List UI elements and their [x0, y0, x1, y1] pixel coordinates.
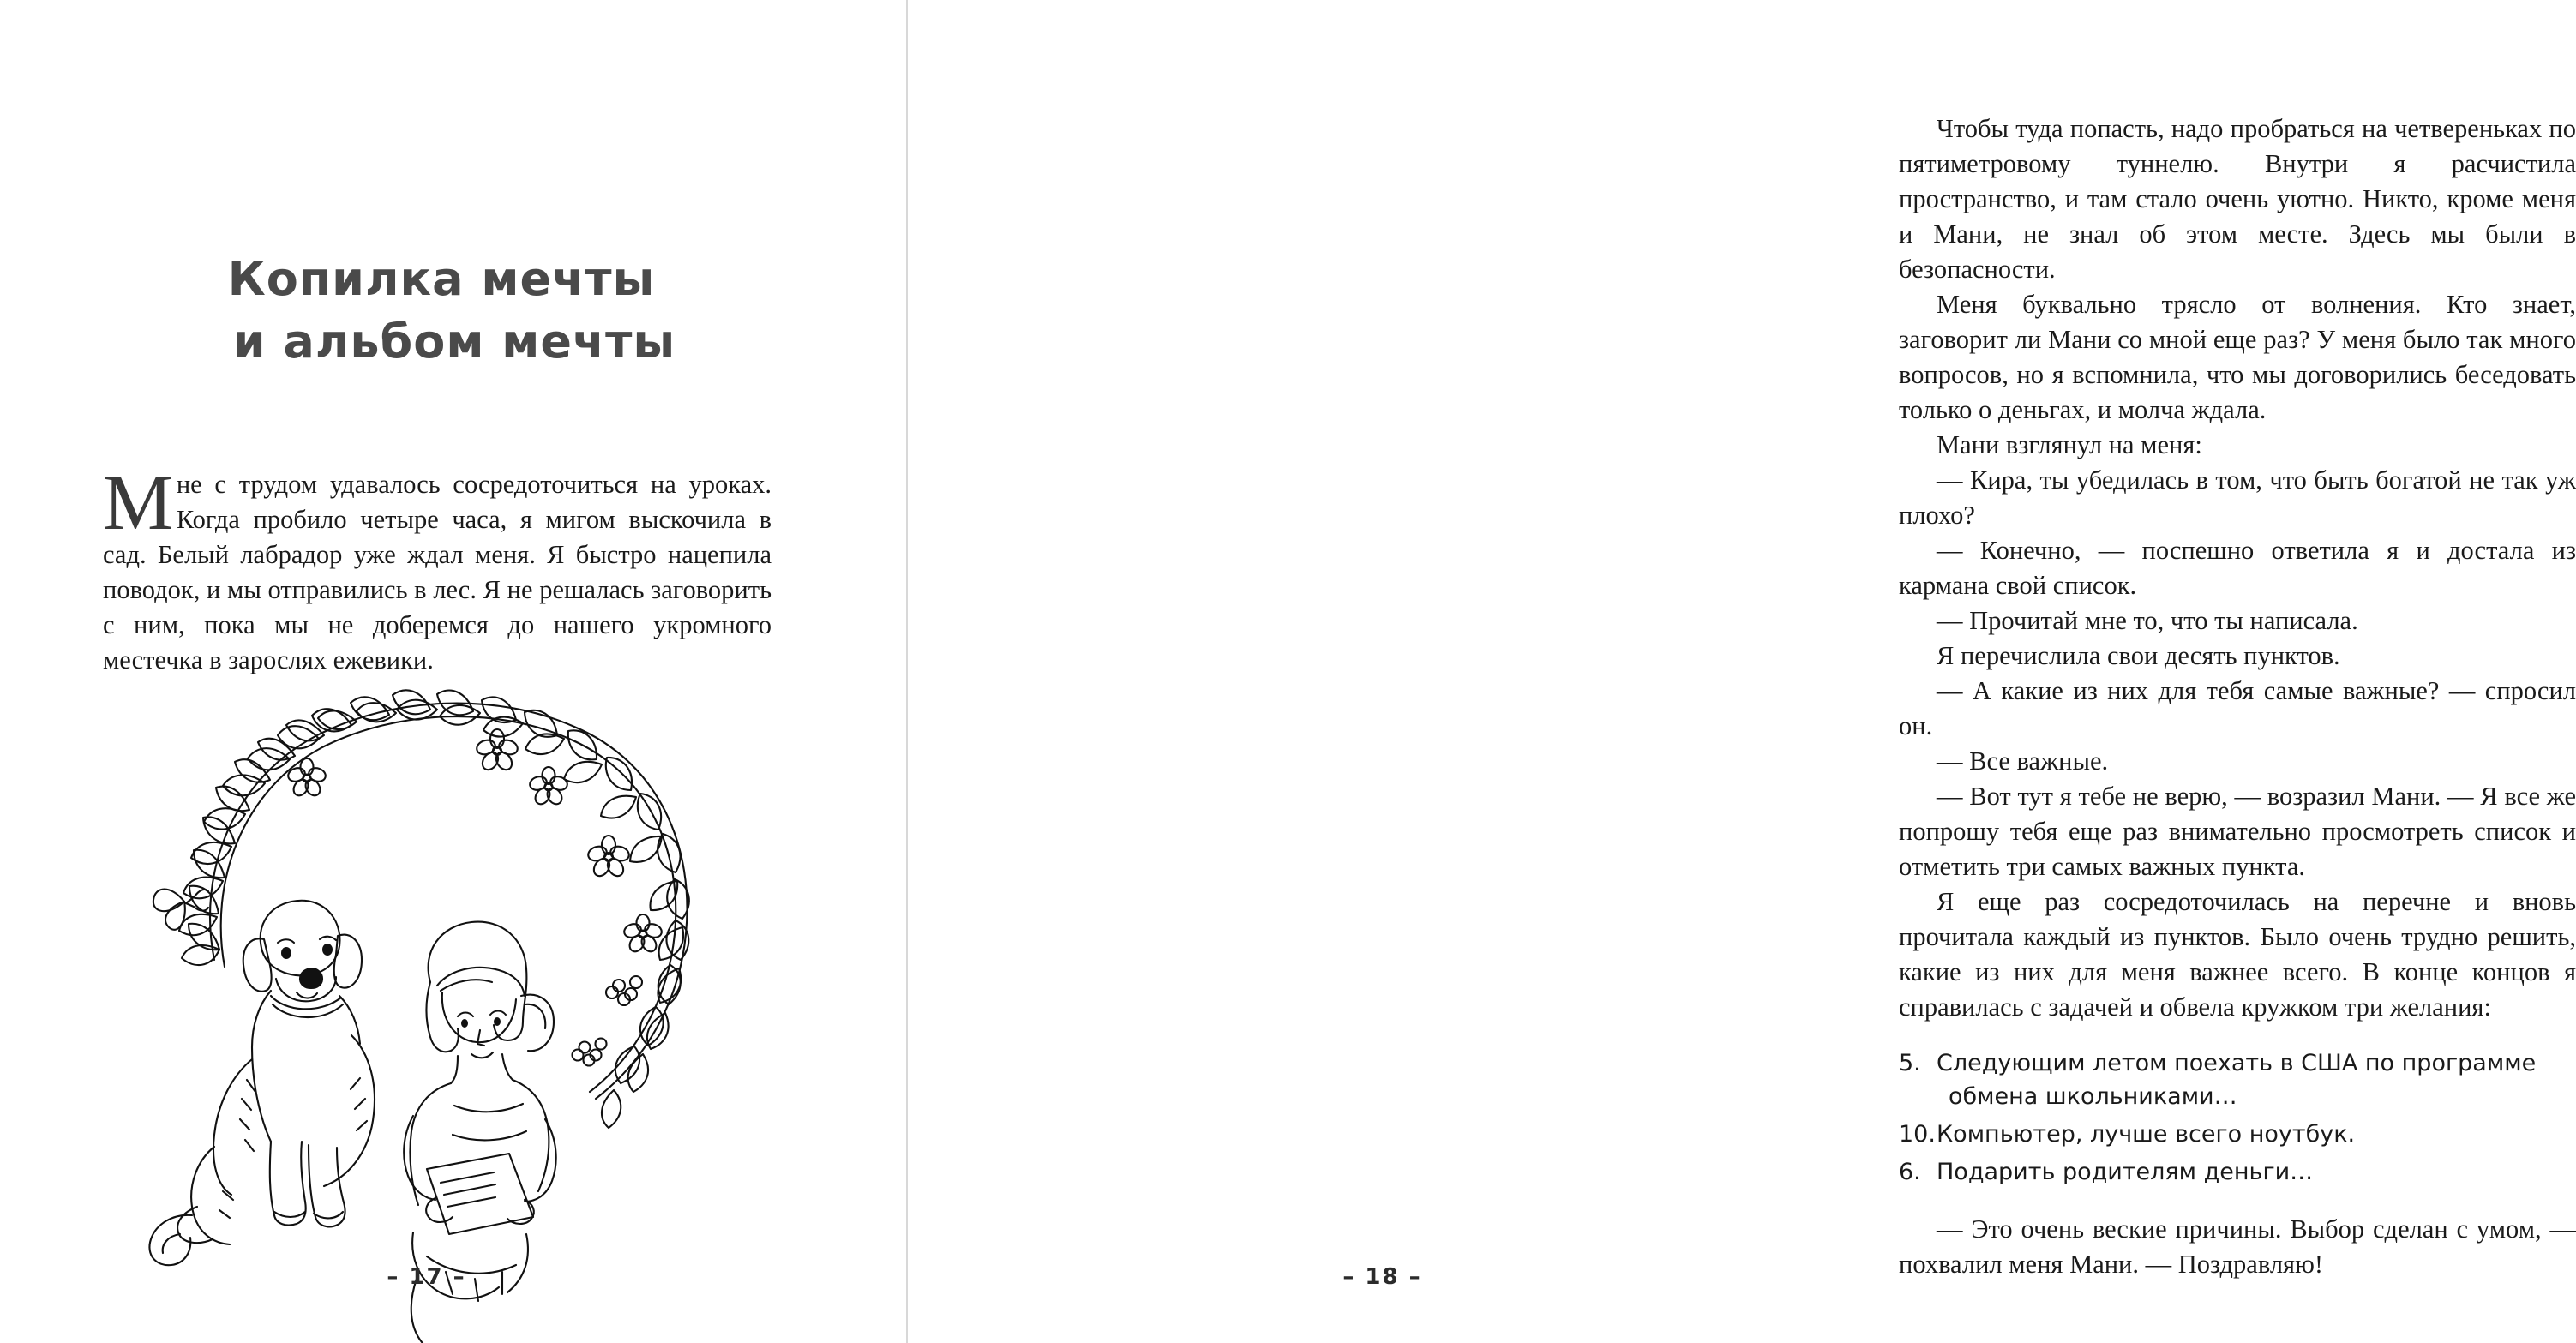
chapter-title: [103, 249, 780, 374]
wish-list-item: [1899, 1047, 2576, 1113]
dialogue-line-3: — Прочитай мне то, что ты написала.: [1937, 606, 2358, 636]
wish-list-item-text: Компьютер, лучше всего ноутбук.: [1937, 1121, 2356, 1148]
paragraph-3: Мани взглянул на меня:: [1937, 430, 2202, 460]
wish-list: [1899, 1047, 2576, 1189]
page-number-left: – 17 –: [387, 1264, 466, 1290]
paragraph-1: Чтобы туда попасть, надо пробраться на четвереньках по пятиметровому туннелю. Внутри я расчистила пространство, и там стало очень уютно. Никто, кроме меня и Мани, не знал об этом месте. Здесь мы были в безопасности.: [1899, 114, 2576, 285]
left-page-text-column: [103, 459, 772, 678]
dialogue-line-1: — Кира, ты убедилась в том, что быть богатой не так уж плохо?: [1899, 465, 2576, 531]
paragraph-2: Меня буквально трясло от волнения. Кто знает, заговорит ли Мани со мной еще раз? У меня было так много вопросов, но я вспомнила, что мы договорились беседовать только о деньгах, и молча ждала.: [1899, 290, 2576, 425]
wish-list-item-number: 10.: [1899, 1121, 1936, 1148]
butterfly-figure: [153, 890, 208, 930]
dialogue-line-4: — А какие из них для тебя самые важные? — спросил он.: [1899, 676, 2576, 741]
wish-list-item-number: 5.: [1899, 1050, 1921, 1077]
opening-paragraph-text: не с трудом удавалось сосредоточиться на уроках. Когда пробило четыре часа, я мигом выскочила в сад. Белый лабрадор уже ждал меня. Я быстро нацепила поводок, и мы отправились в лес. Я не решалась заговорить с ним, пока мы не доберемся до нашего укромного местечка в зарослях ежевики.: [103, 470, 772, 675]
wish-list-item-text: Подарить родителям деньги…: [1937, 1159, 2314, 1186]
left-page: [0, 0, 904, 1343]
dialogue-line-5: — Все важные.: [1937, 746, 2109, 776]
paragraph-5: Я еще раз сосредоточилась на перечне и вновь прочитала каждый из пунктов. Было очень трудно решить, какие из них для меня важнее всего. В конце концов я справилась с задачей и обвела кружком три желания:: [1899, 887, 2576, 1022]
wish-list-item-number: 6.: [1899, 1159, 1921, 1186]
dialogue-line-2: — Конечно, — поспешно ответила я и достала из кармана свой список.: [1899, 536, 2576, 601]
right-page: [904, 0, 2576, 1343]
wish-list-item: [1899, 1118, 2576, 1151]
closing-paragraph: — Это очень веские причины. Выбор сделан с умом, — похвалил меня Мани. — Поздравляю!: [1899, 1214, 2576, 1279]
page-number-right: – 18 –: [1342, 1264, 1422, 1290]
drop-cap-letter: М: [103, 459, 173, 546]
illustration-svg: [94, 677, 780, 1174]
opening-paragraph: [103, 459, 772, 678]
right-page-text-column: [1899, 111, 2576, 1282]
chapter-title-line-1: Копилка мечты: [227, 252, 656, 306]
paragraph-4: Я перечислила свои десять пунктов.: [1937, 641, 2340, 671]
chapter-illustration: [94, 677, 780, 1174]
chapter-title-line-2: и альбом мечты: [232, 314, 676, 369]
wish-list-item: [1899, 1156, 2576, 1189]
wish-list-item-text: Следующим летом поехать в США по программе обмена школьниками…: [1937, 1050, 2537, 1110]
dialogue-line-6: — Вот тут я тебе не верю, — возразил Мани. — Я все же попрошу тебя еще раз внимательно просмотреть список и отметить три самых важных пункта.: [1899, 782, 2576, 882]
